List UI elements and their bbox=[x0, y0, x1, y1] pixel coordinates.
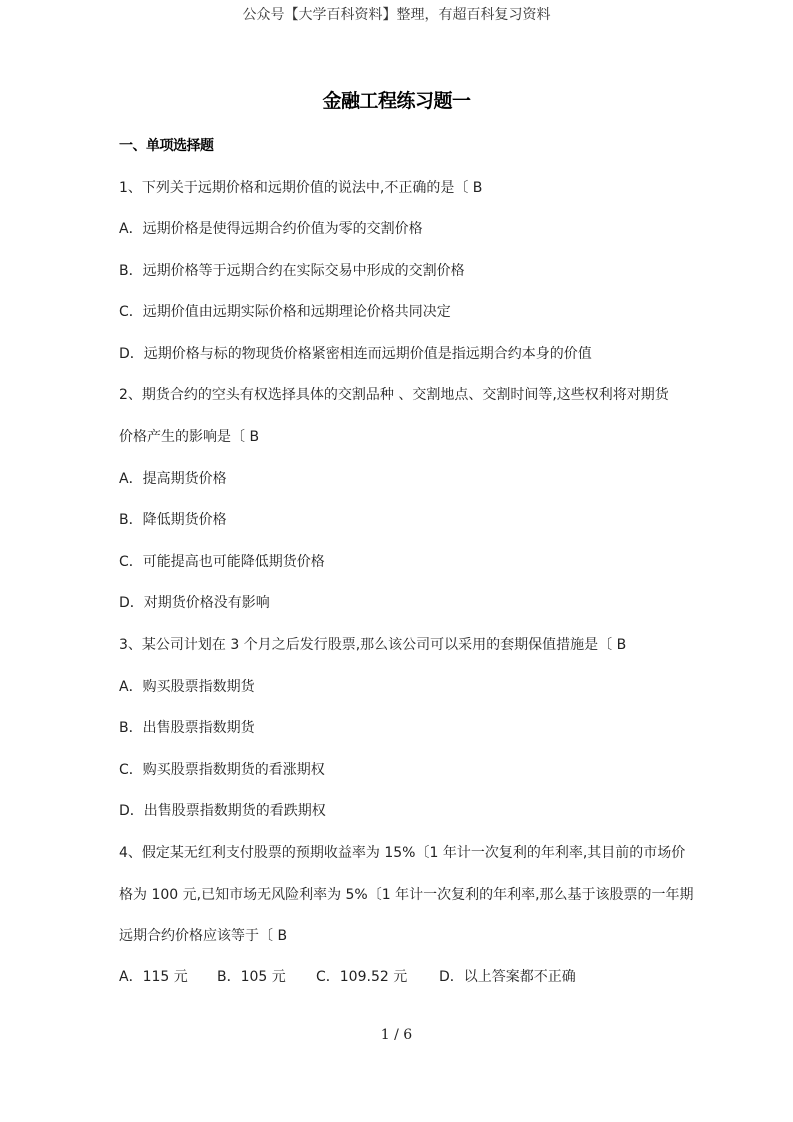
text-line: 价格产生的影响是〔 B bbox=[119, 429, 260, 445]
document-title: 金融工程练习题一 bbox=[322, 90, 471, 112]
q4-option-d: D．以上答案都不正确 bbox=[439, 969, 576, 985]
page-header: 公众号【大学百科资料】整理，有超百科复习资料 bbox=[242, 7, 551, 23]
text-line: 远期合约价格应该等于〔 B bbox=[119, 928, 288, 944]
text-line: A．远期价格是使得远期合约价值为零的交割价格 bbox=[119, 221, 423, 237]
text-line: 3、某公司计划在 3 个月之后发行股票,那么该公司可以采用的套期保值措施是〔 B bbox=[119, 637, 627, 653]
text-line: 格为 100 元,已知市场无风险利率为 5%〔1 年计一次复利的年利率,那么基于该股票的一年期 bbox=[119, 887, 694, 903]
text-line: C．可能提高也可能降低期货价格 bbox=[119, 554, 325, 570]
text-line: D．远期价格与标的物现货价格紧密相连而远期价值是指远期合约本身的价值 bbox=[119, 346, 592, 362]
q4-option-b: B．105 元 bbox=[217, 969, 286, 985]
text-line: B．远期价格等于远期合约在实际交易中形成的交割价格 bbox=[119, 263, 465, 279]
text-line: D．出售股票指数期货的看跌期权 bbox=[119, 803, 326, 819]
q4-option-c: C．109.52 元 bbox=[316, 969, 408, 985]
text-line: 4、假定某无红利支付股票的预期收益率为 15%〔1 年计一次复利的年利率,其目前的市场价 bbox=[119, 845, 686, 861]
section-heading: 一、单项选择题 bbox=[119, 138, 214, 154]
text-line: B．降低期货价格 bbox=[119, 512, 227, 528]
text-line: C．远期价值由远期实际价格和远期理论价格共同决定 bbox=[119, 304, 451, 320]
text-line: D．对期货价格没有影响 bbox=[119, 595, 270, 611]
text-line: 1、下列关于远期价格和远期价值的说法中,不正确的是〔 B bbox=[119, 180, 483, 196]
q4-option-a: A．115 元 bbox=[119, 969, 188, 985]
text-line: A．购买股票指数期货 bbox=[119, 679, 255, 695]
text-line: 2、期货合约的空头有权选择具体的交割品种 、交割地点、交割时间等,这些权利将对期货 bbox=[119, 387, 669, 403]
text-line: B．出售股票指数期货 bbox=[119, 720, 255, 736]
text-line: A．提高期货价格 bbox=[119, 471, 227, 487]
page-number: 1 / 6 bbox=[380, 1027, 413, 1043]
text-line: C．购买股票指数期货的看涨期权 bbox=[119, 762, 325, 778]
